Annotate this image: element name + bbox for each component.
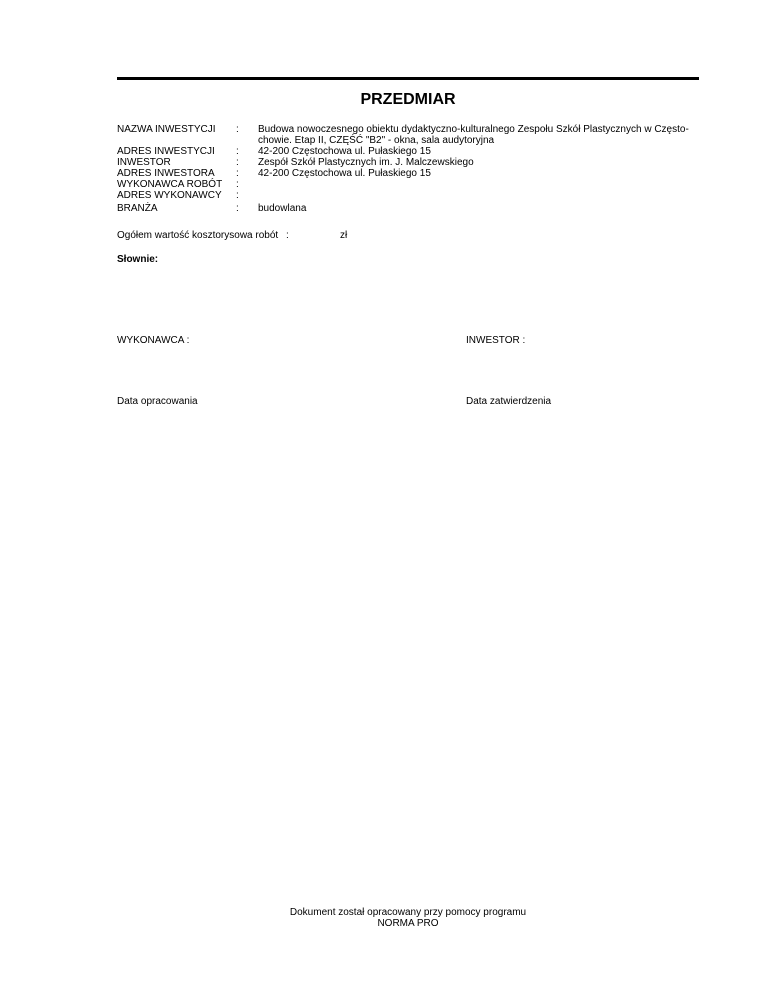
info-label: ADRES INWESTORA [117, 168, 215, 179]
info-label: ADRES WYKONAWCY [117, 190, 222, 201]
info-label: ADRES INWESTYCJI [117, 146, 215, 157]
info-colon: : [236, 124, 239, 135]
info-label: INWESTOR [117, 157, 171, 168]
info-value [258, 179, 699, 190]
investment-info [117, 124, 699, 214]
footer-program-name: NORMA PRO [377, 918, 439, 929]
total-label: Ogółem wartość kosztorysowa robót [117, 230, 279, 241]
top-rule [117, 77, 699, 80]
total-currency: zł [340, 230, 348, 241]
info-colon: : [236, 179, 239, 190]
wykonawca-signature-label: WYKONAWCA : [117, 335, 190, 346]
info-row-adres-inwestycji [117, 146, 699, 157]
info-value: budowlana [258, 203, 307, 214]
info-row-inwestor [117, 157, 699, 168]
data-opracowania-label: Data opracowania [117, 396, 198, 407]
info-row-adres-wykonawcy [117, 190, 699, 201]
footer-line: Dokument został opracowany przy pomocy programu [289, 907, 527, 918]
info-row-branza [117, 203, 699, 214]
info-label: WYKONAWCA ROBÓT [117, 179, 223, 190]
info-value-line: Budowa nowoczesnego obiektu dydaktyczno-kulturalnego Zespołu Szkół Plastycznych w Często- [258, 124, 689, 135]
info-value [258, 124, 699, 146]
page-title: PRZEDMIAR [360, 91, 456, 108]
info-label: NAZWA INWESTYCJI [117, 124, 216, 135]
inwestor-signature-label: INWESTOR : [466, 335, 526, 346]
info-value: 42-200 Częstochowa ul. Pułaskiego 15 [258, 146, 431, 157]
info-row-wykonawca-robot [117, 179, 699, 190]
info-colon: : [236, 168, 239, 179]
info-value: 42-200 Częstochowa ul. Pułaskiego 15 [258, 168, 431, 179]
info-value-line: chowie. Etap II, CZĘŚĆ "B2" - okna, sala audytoryjna [258, 135, 495, 146]
info-value [258, 190, 699, 201]
info-colon: : [236, 190, 239, 201]
info-row-nazwa-inwestycji [117, 124, 699, 146]
total-colon: : [286, 230, 289, 241]
info-colon: : [236, 157, 239, 168]
info-row-adres-inwestora [117, 168, 699, 179]
info-colon: : [236, 203, 239, 214]
info-value: Zespół Szkół Plastycznych im. J. Malczewskiego [258, 157, 474, 168]
info-colon: : [236, 146, 239, 157]
slownie-label: Słownie: [117, 254, 159, 265]
footer [0, 907, 768, 929]
info-label: BRANŻA [117, 203, 158, 214]
data-zatwierdzenia-label: Data zatwierdzenia [466, 396, 552, 407]
